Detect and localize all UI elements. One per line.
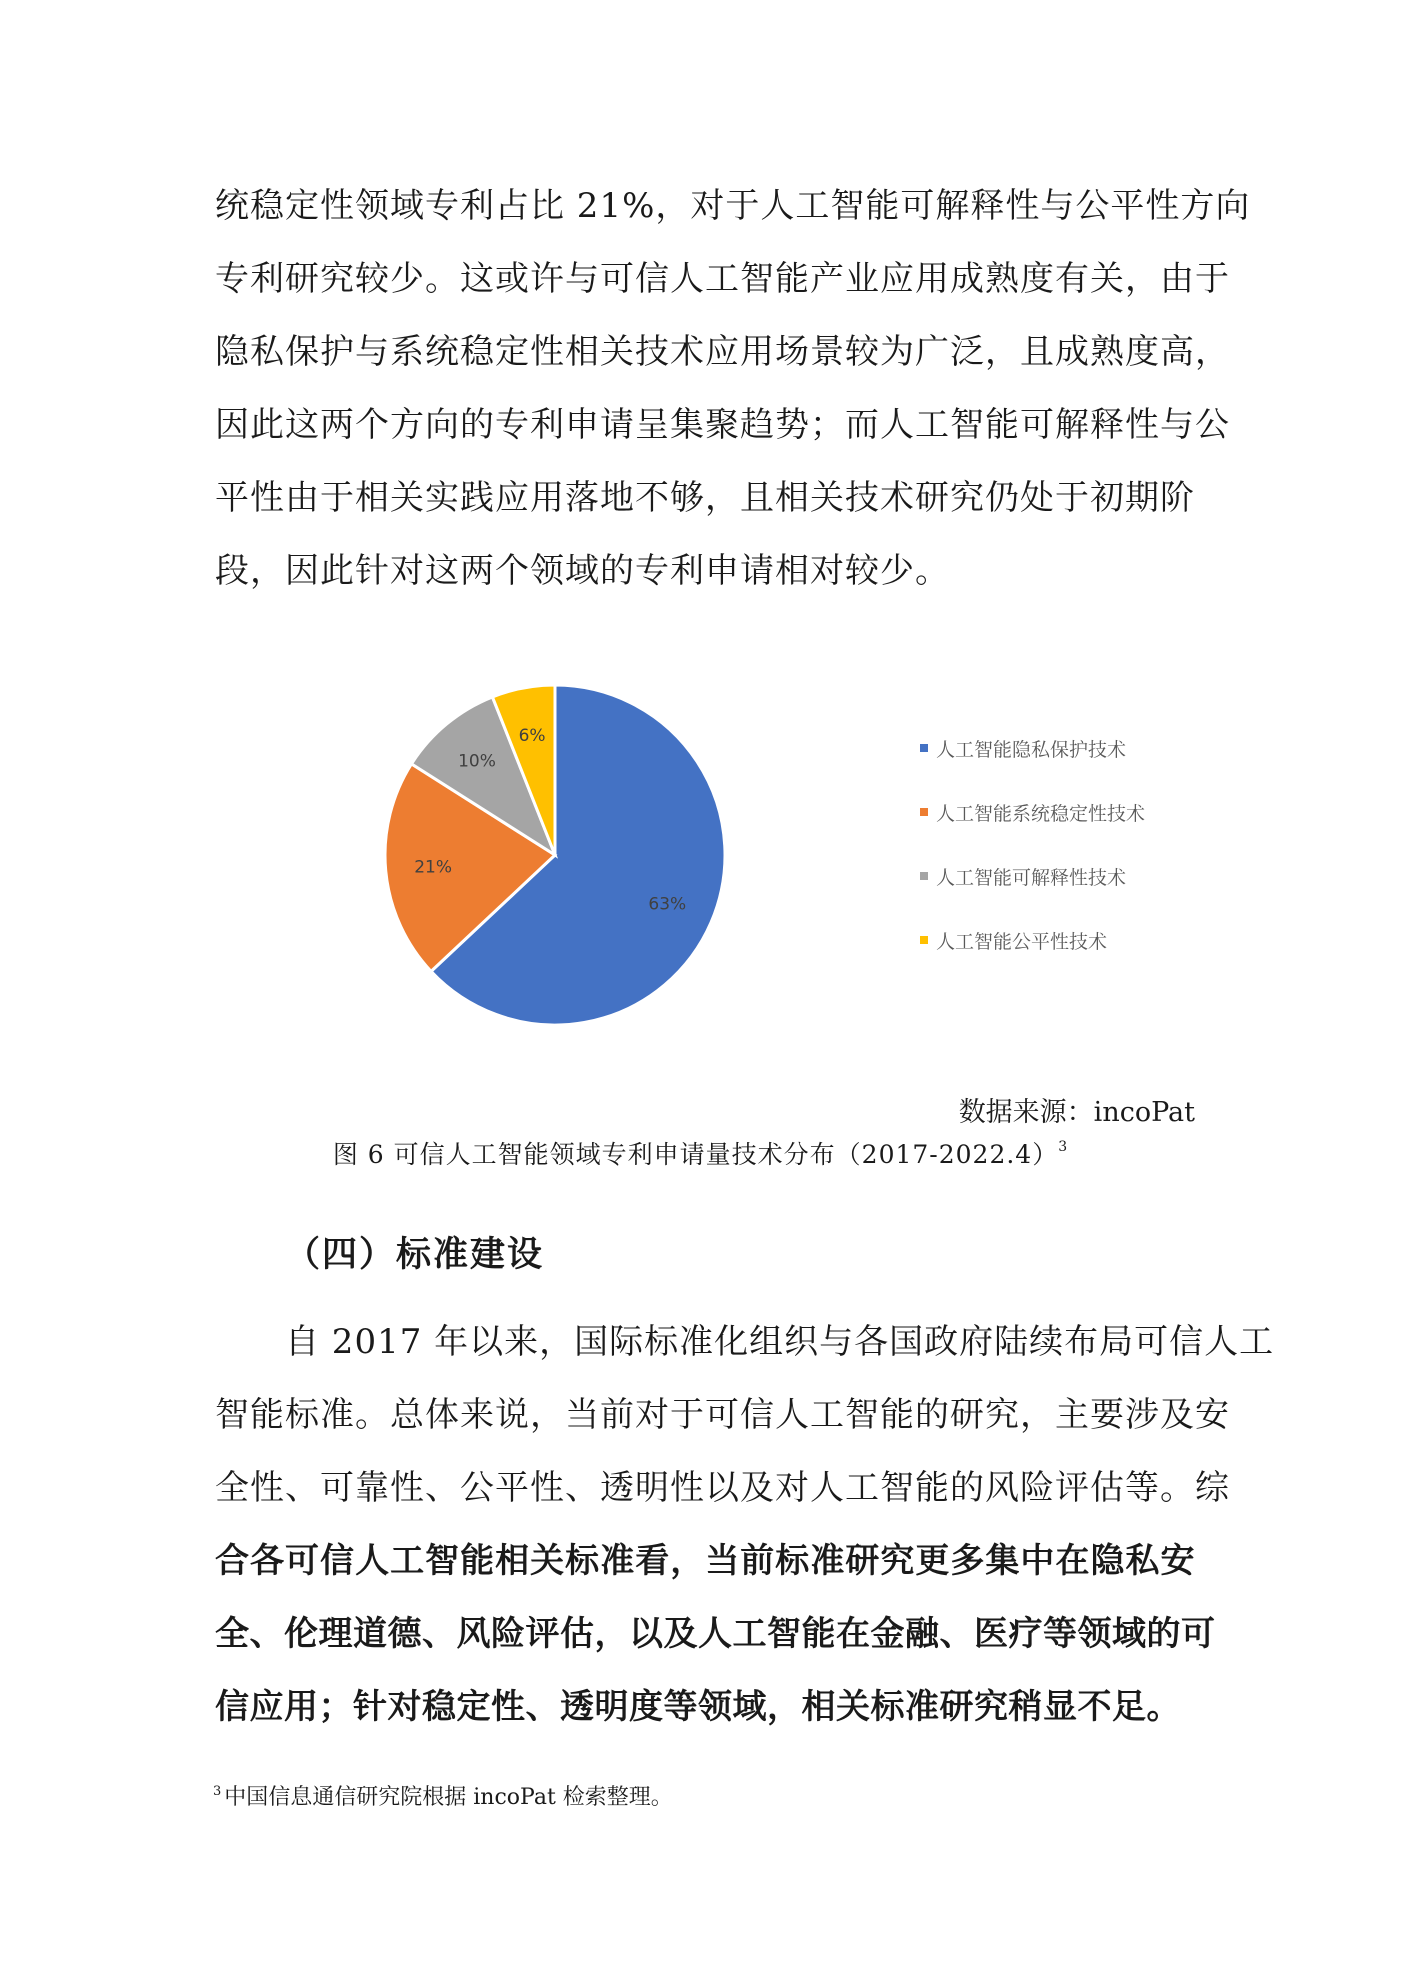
text-line: 专利研究较少。这或许与可信人工智能产业应用成熟度有关，由于 [215, 259, 1230, 299]
data-source: 数据来源：incoPat [958, 1097, 1195, 1128]
paragraph-1 [215, 170, 1251, 608]
text-line: 段，因此针对这两个领域的专利申请相对较少。 [215, 551, 950, 591]
legend-item [920, 863, 1145, 889]
paragraph-2 [215, 1306, 1275, 1525]
caption-footnote-ref: 3 [1058, 1139, 1069, 1155]
section-heading: （四）标准建设 [285, 1235, 545, 1275]
pie-data-label: 6% [518, 725, 546, 746]
legend-label: 人工智能公平性技术 [936, 930, 1108, 953]
text-line: 因此这两个方向的专利申请呈集聚趋势；而人工智能可解释性与公 [215, 405, 1230, 445]
legend-swatch [920, 744, 928, 752]
chart-legend [920, 735, 1145, 991]
legend-label: 人工智能可解释性技术 [936, 866, 1127, 889]
text-line: 隐私保护与系统稳定性相关技术应用场景较为广泛，且成熟度高， [215, 332, 1230, 372]
legend-item [920, 799, 1145, 825]
text-line: 全、伦理道德、风险评估，以及人工智能在金融、医疗等领域的可 [215, 1614, 1216, 1654]
legend-swatch [920, 936, 928, 944]
footnote-text: 中国信息通信研究院根据 incoPat 检索整理。 [224, 1785, 673, 1810]
legend-label: 人工智能隐私保护技术 [936, 738, 1127, 761]
legend-item [920, 927, 1145, 953]
pie-chart [380, 665, 760, 1045]
pie-data-label: 10% [458, 751, 496, 772]
caption-text: 图 6 可信人工智能领域专利申请量技术分布（2017-2022.4） [332, 1140, 1059, 1169]
pie-data-label: 63% [648, 894, 687, 915]
legend-swatch [920, 872, 928, 880]
text-line: 信应用；针对稳定性、透明度等领域，相关标准研究稍显不足。 [215, 1687, 1181, 1727]
paragraph-3 [215, 1525, 1216, 1744]
text-line: 全性、可靠性、公平性、透明性以及对人工智能的风险评估等。综 [215, 1468, 1230, 1508]
footnote-marker: 3 [213, 1784, 222, 1799]
figure-caption [0, 1135, 1401, 1171]
text-line: 自 2017 年以来，国际标准化组织与各国政府陆续布局可信人工 [285, 1322, 1275, 1362]
pie-data-label: 21% [414, 857, 453, 878]
legend-label: 人工智能系统稳定性技术 [936, 802, 1146, 825]
legend-swatch [920, 808, 928, 816]
text-line: 智能标准。总体来说，当前对于可信人工智能的研究，主要涉及安 [215, 1395, 1230, 1435]
text-line: 统稳定性领域专利占比 21%，对于人工智能可解释性与公平性方向 [215, 186, 1251, 226]
footnote [213, 1780, 673, 1811]
text-line: 合各可信人工智能相关标准看，当前标准研究更多集中在隐私安 [215, 1541, 1195, 1581]
legend-item [920, 735, 1145, 761]
text-line: 平性由于相关实践应用落地不够，且相关技术研究仍处于初期阶 [215, 478, 1195, 518]
